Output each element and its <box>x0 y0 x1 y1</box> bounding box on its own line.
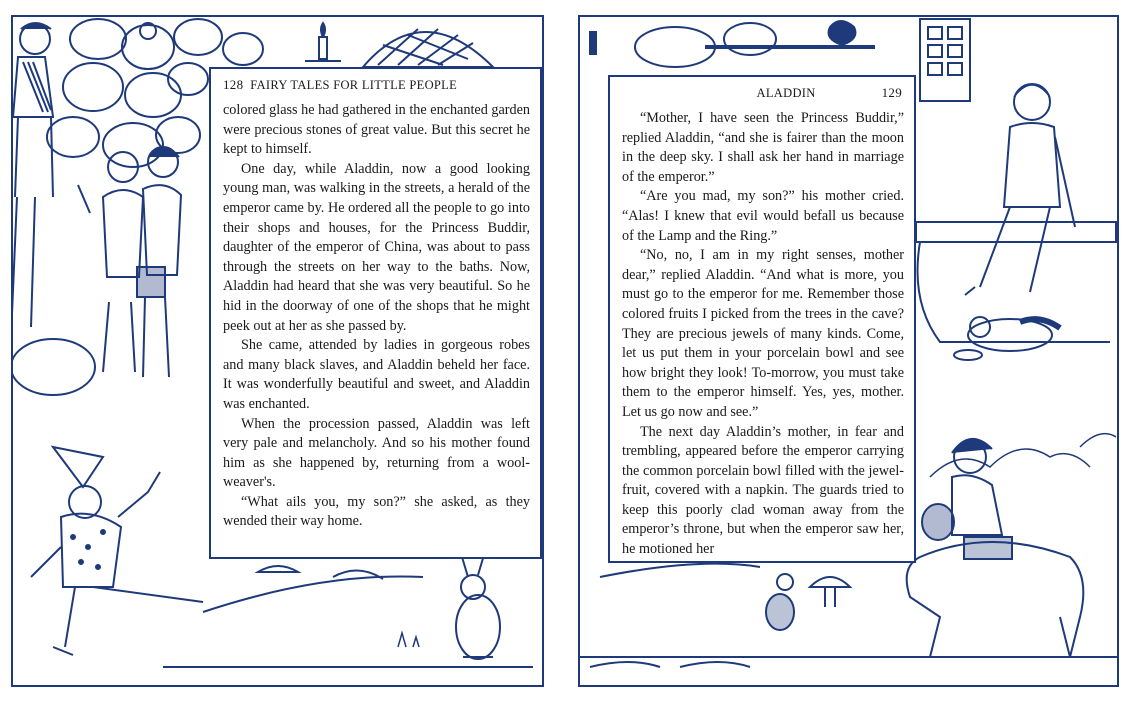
dotted-shrubs-illustration <box>930 434 1116 477</box>
arched-window-illustration <box>363 29 493 67</box>
left-running-header <box>211 69 540 93</box>
left-text-panel <box>209 67 542 559</box>
sitting-girl-illustration <box>965 84 1075 295</box>
right-paragraph-1: “Mother, I have seen the Princess Buddir,” replied Aladdin, “and she is fairer than the moon in the deep sky. I shall ask her hand in marriage of the emperor.” <box>622 110 904 185</box>
left-paragraph-4: When the procession passed, Aladdin was left very pale and melancholy. And so his mother found him as she happened by, returning from a wool-weaver's. <box>223 415 530 491</box>
left-running-head: FAIRY TALES FOR LITTLE PEOPLE <box>250 78 458 92</box>
jester-illustration <box>31 447 203 655</box>
right-running-head: ALADDIN <box>756 86 816 100</box>
stone-ledge-illustration <box>916 222 1116 342</box>
right-paragraph-4: The next day Aladdin’s mother, in fear and trembling, appeared before the emperor carrying the common porcelain bowl filled with the jewel-fruit, covered with a napkin. The guards tried to keep this poorly clad woman away from the emperor’s throne, but when the emperor saw her, he motioned her <box>622 423 904 558</box>
left-paragraph-2: One day, while Aladdin, now a good looking young man, was walking in the streets, a herald of the emperor came by. He ordered all the people to go into their shops and houses, for the Princess Buddir, daughter of the emperor of China, was about to pass through the streets on her way to the baths. Now, Aladdin had heard that she was very beautiful. So he hid in the doorway of one of the shops that he might peek out at her as she passed by. <box>223 160 530 334</box>
rabbit-illustration <box>456 555 500 659</box>
left-body-text <box>211 93 540 532</box>
child-on-bear-illustration <box>907 439 1084 657</box>
two-boys-illustration <box>78 147 181 377</box>
right-running-header <box>610 77 914 101</box>
adult-figure-illustration <box>13 23 53 337</box>
right-paragraph-3: “No, no, I am in my right senses, mother dear,” replied Aladdin. “And what is more, you must go to the emperor for me. Remember those colored fruits I picked from the trees in the cave? They are precious jewels of many kinds. Come, let us put them in your porcelain bowl and see how bright they look! To-morrow, you must take them to the emperor himself. Yes, yes, mother. Let us go now and see.” <box>622 247 904 420</box>
right-body-text <box>610 101 914 560</box>
left-page-number: 128 <box>223 77 244 92</box>
hillside-illustration <box>163 566 533 667</box>
ground-illustration <box>580 564 1117 667</box>
left-paragraph-1: colored glass he had gathered in the enchanted garden were precious stones of great value. But this secret he kept to himself. <box>223 102 530 158</box>
right-paragraph-2: “Are you mad, my son?” his mother cried. “Alas! I knew that evil would befall us because of the Lamp and the Ring.” <box>622 188 904 244</box>
patterned-window-illustration <box>920 19 970 101</box>
candle-illustration <box>305 23 341 61</box>
stone-wall-illustration <box>590 21 875 67</box>
left-paragraph-3: She came, attended by ladies in gorgeous robes and many black slaves, and Aladdin beheld her face. It was wonderfully beautiful and sweet, and Aladdin was enchanted. <box>223 337 530 412</box>
right-text-panel <box>608 75 916 563</box>
cat-illustration <box>954 317 1060 360</box>
left-paragraph-5: “What ails you, my son?” she asked, as they wended their way home. <box>223 493 530 530</box>
left-page <box>11 15 544 687</box>
right-page-number: 129 <box>881 85 902 100</box>
mushroom-gnome-illustration <box>766 574 850 630</box>
right-page <box>578 15 1119 687</box>
